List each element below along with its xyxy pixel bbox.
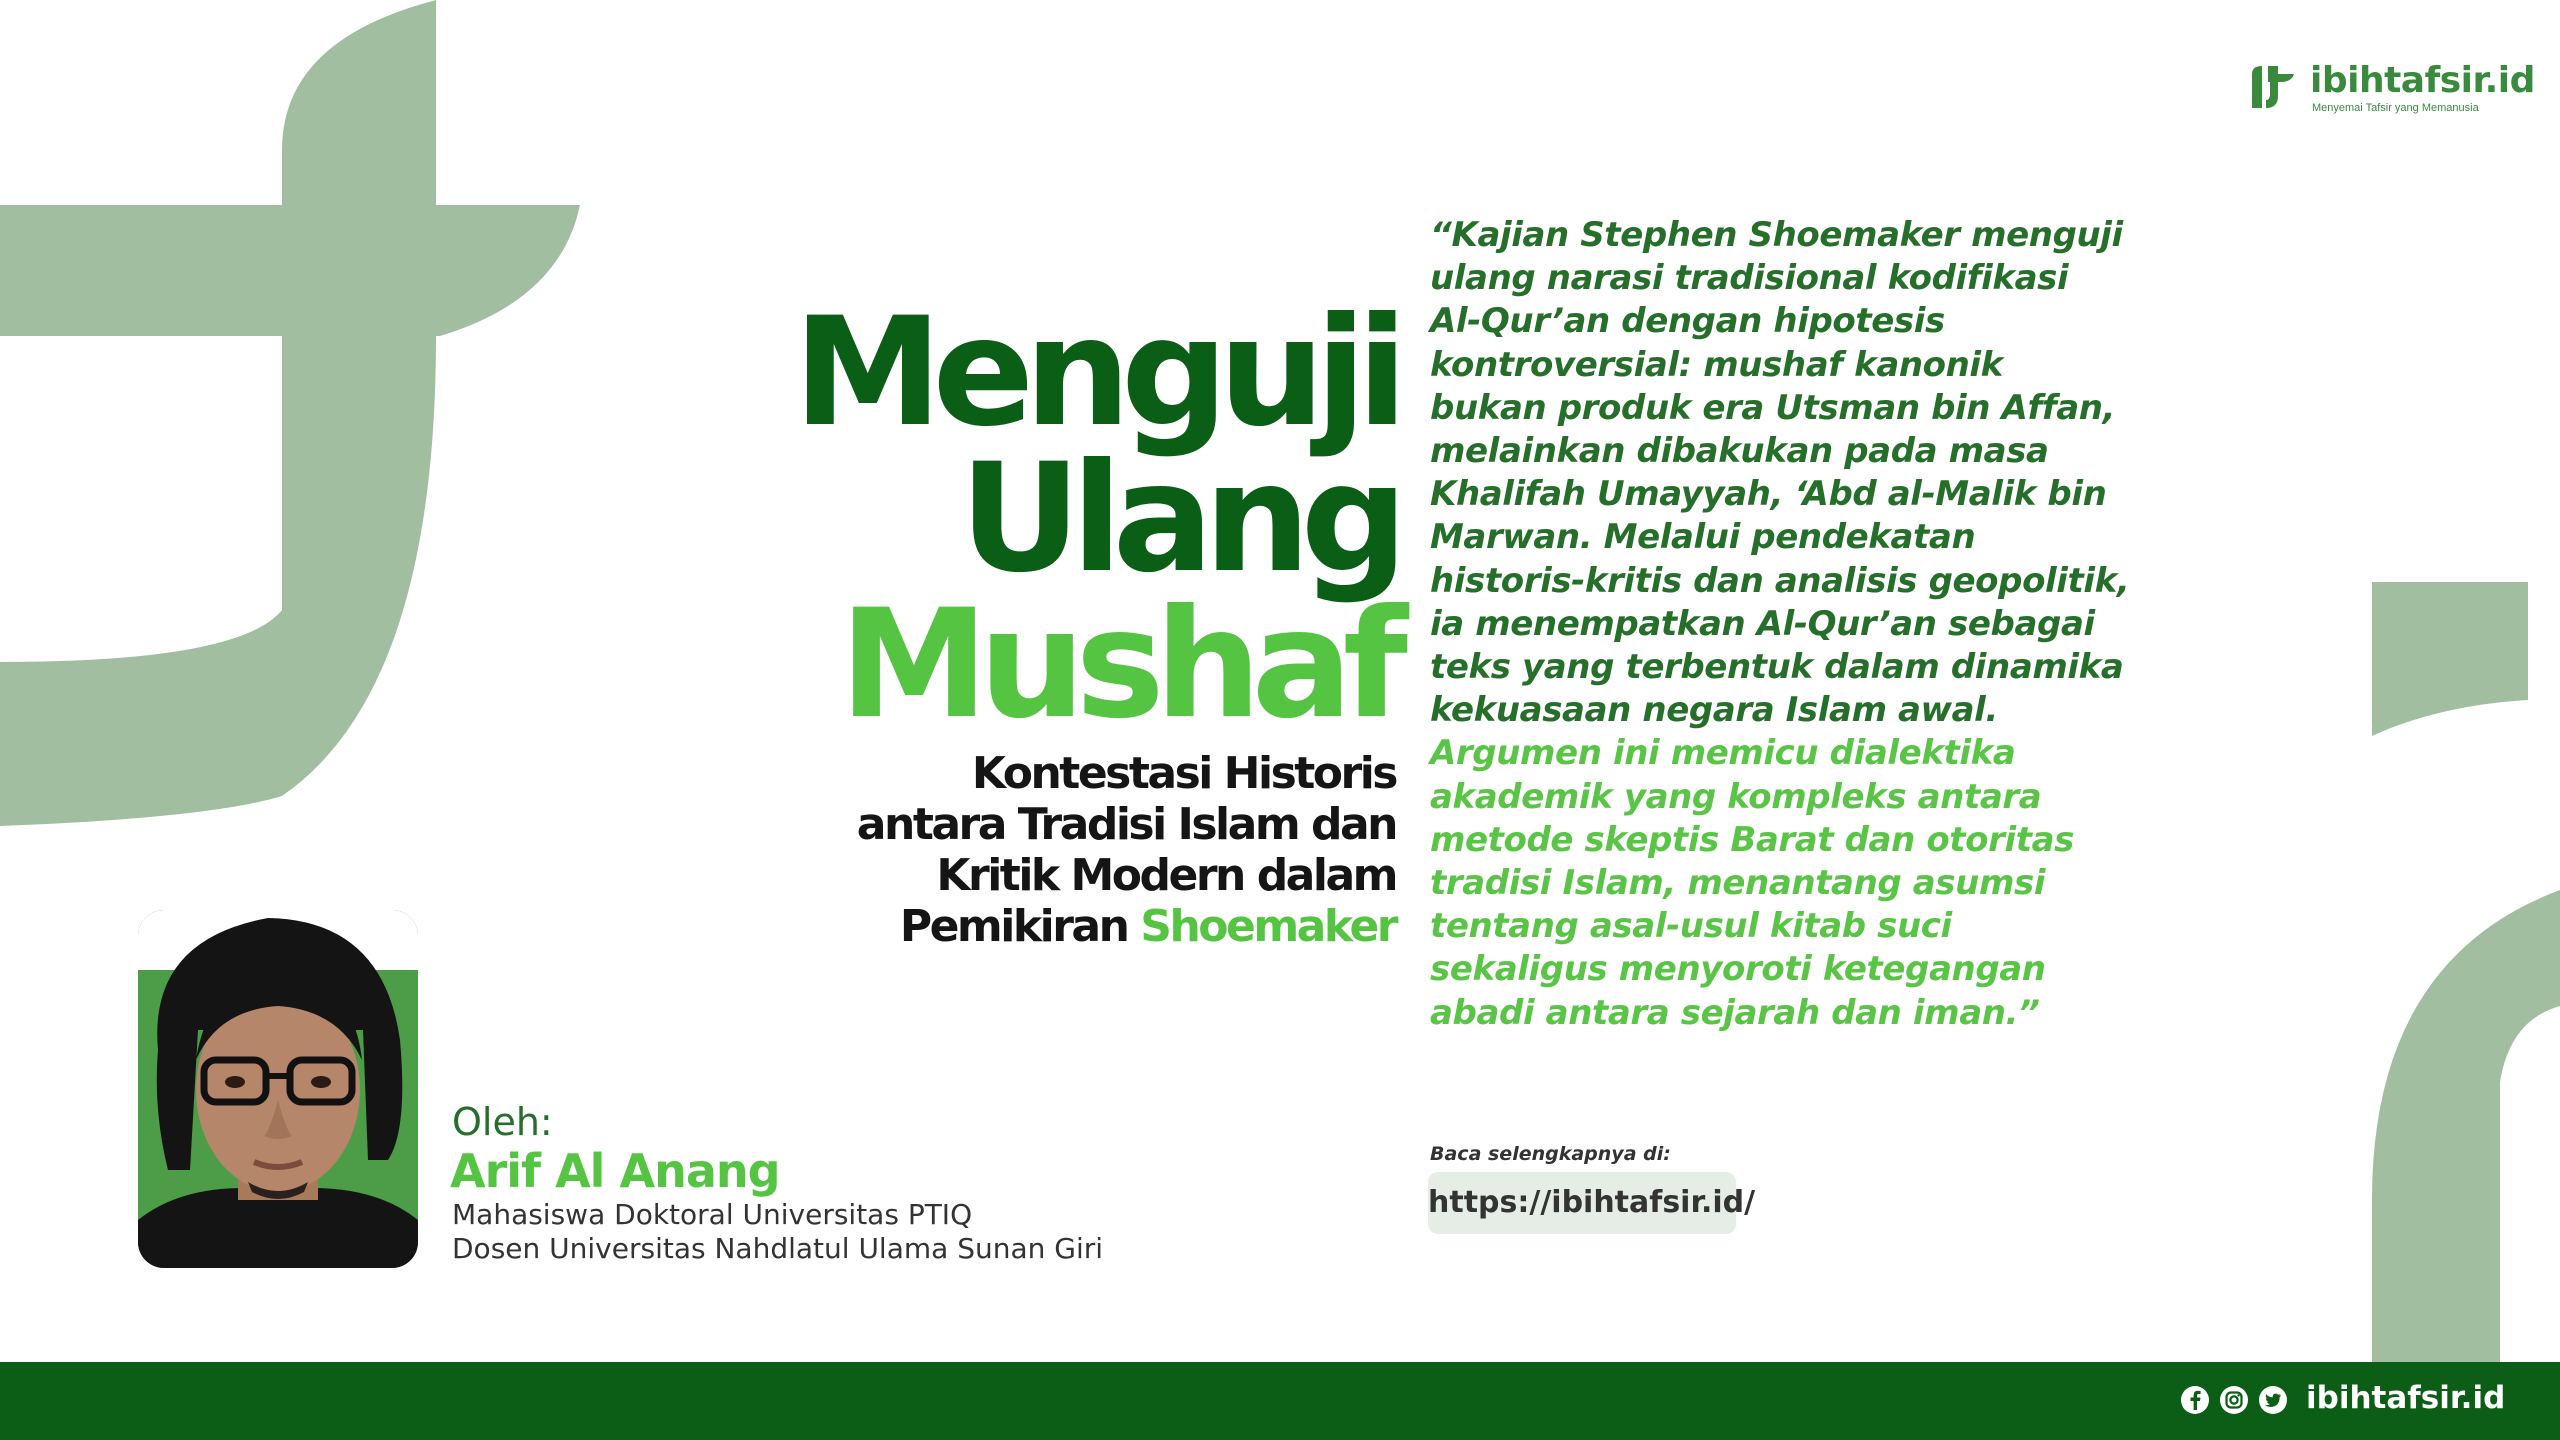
main-title	[793, 286, 1398, 752]
logo-text: ibihtafsir.id	[2310, 60, 2535, 101]
logo-tagline: Menyemai Tafsir yang Memanusia	[2312, 102, 2479, 114]
logo-mark-icon	[2248, 62, 2302, 112]
decorative-letter-t-left	[0, 0, 580, 826]
quote-part-1: “Kajian Stephen Shoemaker menguji ulang narasi tradisional kodifikasi Al-Qur’an dengan hipotesis kontroversial: mushaf kanonik bukan produk era Utsman bin Affan, melainkan dibakukan pada masa Khalifah Umayyah, ‘Abd al-Malik bin Marwan. Melalui pendekatan historis-kritis dan analisis geopolitik, ia menempatkan Al-Qur’an sebagai teks yang terbentuk dalam dinamika kekuasaan negara Islam awal.	[1430, 215, 2130, 731]
footer-domain[interactable]: ibihtafsir.id	[2306, 1380, 2506, 1416]
author-role-1: Mahasiswa Doktoral Universitas PTIQ	[452, 1198, 973, 1231]
subtitle-line-4-prefix: Pemikiran	[899, 901, 1141, 952]
twitter-icon[interactable]	[2258, 1385, 2288, 1415]
read-more-link[interactable]: https://ibihtafsir.id/	[1428, 1172, 1736, 1234]
title-line-2: Ulang	[959, 432, 1398, 606]
subtitle-line-4	[756, 901, 1396, 952]
title-line-3: Mushaf	[839, 578, 1398, 752]
subtitle-line-3: Kritik Modern dalam	[936, 850, 1396, 901]
subtitle-line-1: Kontestasi Historis	[971, 748, 1396, 799]
quote-text	[1430, 214, 2130, 1035]
instagram-icon[interactable]	[2219, 1385, 2249, 1415]
by-label: Oleh:	[452, 1100, 553, 1144]
quote-part-2: Argumen ini memicu dialektika akademik yang kompleks antara metode skeptis Barat dan otoritas tradisi Islam, menantang asumsi tentang asal-usul kitab suci sekaligus menyoroti ketegangan abadi antara sejarah dan iman.”	[1430, 733, 2074, 1033]
subtitle-line-2: antara Tradisi Islam dan	[856, 799, 1396, 850]
brand-logo[interactable]	[2248, 58, 2535, 118]
subtitle	[756, 748, 1396, 952]
footer-bar	[0, 1362, 2560, 1440]
read-more-label: Baca selengkapnya di:	[1430, 1143, 1671, 1165]
title-line-1: Menguji	[793, 286, 1398, 460]
decorative-letter-i-right	[2372, 582, 2560, 1362]
subtitle-highlight: Shoemaker	[1140, 901, 1396, 952]
author-photo	[138, 910, 418, 1268]
facebook-icon[interactable]	[2180, 1385, 2210, 1415]
author-name: Arif Al Anang	[450, 1144, 780, 1198]
author-role-2: Dosen Universitas Nahdlatul Ulama Sunan Giri	[452, 1232, 1104, 1265]
